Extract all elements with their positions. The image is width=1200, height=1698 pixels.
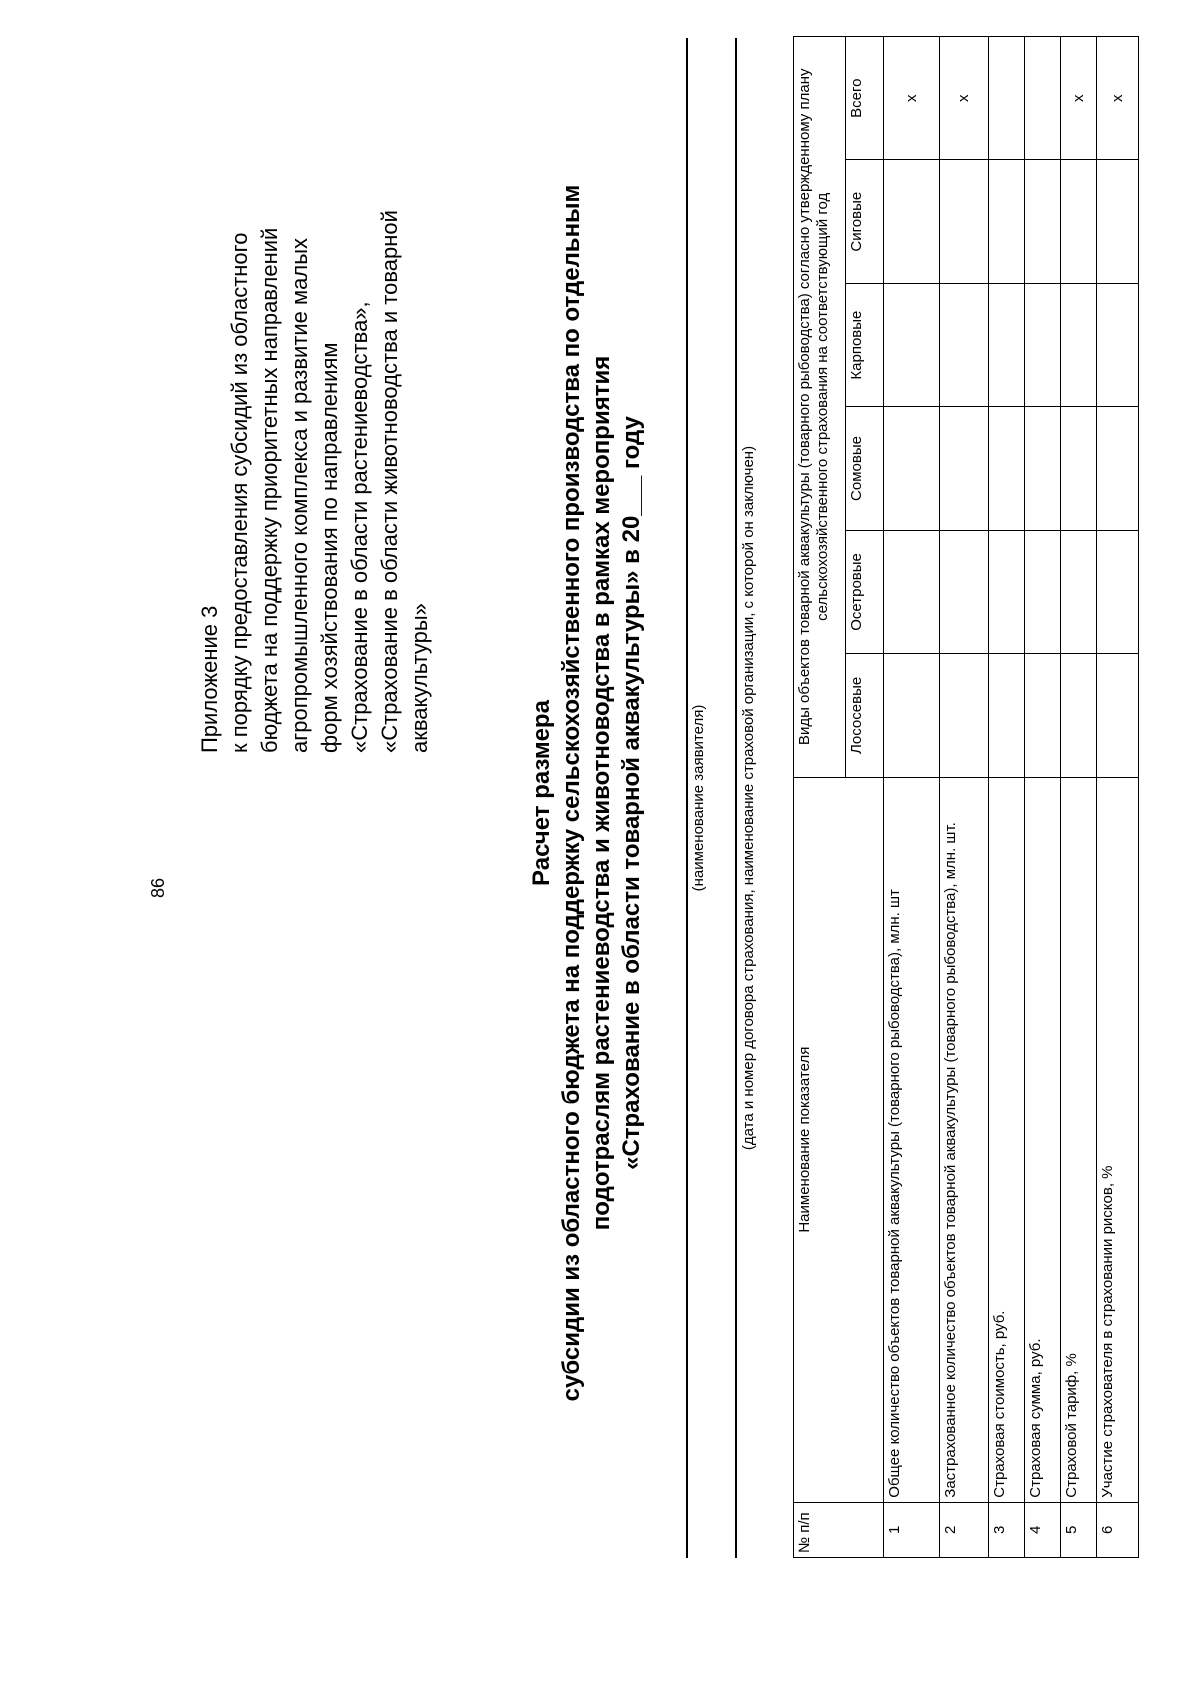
appendix-block: [195, 193, 435, 753]
table-row: [884, 37, 940, 1558]
header-species-group: Виды объектов товарной аквакультуры (товарного рыбоводства) согласно утвержденному плану сельскохозяйственного страхования на соответствующий год: [794, 37, 846, 778]
row-cell: [989, 654, 1025, 777]
calculation-table: [793, 36, 1139, 1558]
header-species: Карповые: [846, 283, 884, 406]
appendix-line: бюджета на поддержку приоритетных направлений: [257, 227, 282, 753]
row-cell: [1025, 407, 1061, 530]
header-num: № п/п: [794, 1502, 884, 1557]
row-cell: [1061, 283, 1097, 406]
row-name: Общее количество объектов товарной аквакультуры (товарного рыбоводства), млн. шт: [884, 777, 940, 1502]
row-cell: [1097, 530, 1139, 653]
row-cell: [940, 530, 989, 653]
title-line: «Страхование в области товарной аквакультуры» в 20___ году: [618, 416, 645, 1170]
document-title: [527, 18, 647, 1568]
row-total: [1025, 37, 1061, 160]
appendix-line: аквакультуры»: [407, 603, 432, 753]
row-cell: [1097, 654, 1139, 777]
table-row: [1025, 37, 1061, 1558]
row-cell: [1025, 283, 1061, 406]
applicant-fill-line: [686, 38, 688, 1558]
row-cell: [1025, 160, 1061, 283]
appendix-line: агропромышленного комплекса и развитие малых: [287, 237, 312, 753]
table-row: [989, 37, 1025, 1558]
row-cell: [1097, 160, 1139, 283]
row-total: х: [884, 37, 940, 160]
row-num: 6: [1097, 1502, 1139, 1557]
title-line: подотраслям растениеводства и животноводства в рамках мероприятия: [588, 355, 615, 1231]
header-species: Сомовые: [846, 407, 884, 530]
row-total: х: [1061, 37, 1097, 160]
table-row: [940, 37, 989, 1558]
title-line: субсидии из областного бюджета на поддержку сельскохозяйственного производства по отдельным: [558, 184, 585, 1402]
row-cell: [940, 407, 989, 530]
table-header-row: [794, 37, 846, 1558]
header-name: Наименование показателя: [794, 777, 884, 1502]
row-cell: [940, 283, 989, 406]
row-cell: [940, 654, 989, 777]
row-num: 5: [1061, 1502, 1097, 1557]
row-num: 2: [940, 1502, 989, 1557]
row-cell: [989, 160, 1025, 283]
contract-caption: (дата и номер договора страхования, наименование страховой организации, с которой он заключен): [740, 445, 757, 1151]
appendix-line: Приложение 3: [197, 605, 222, 753]
row-cell: [884, 283, 940, 406]
row-cell: [989, 530, 1025, 653]
page-number: 86: [148, 877, 168, 898]
row-cell: [1097, 407, 1139, 530]
row-num: 4: [1025, 1502, 1061, 1557]
title-heading: Расчет размера: [528, 700, 555, 886]
row-total: х: [940, 37, 989, 160]
row-cell: [1025, 654, 1061, 777]
table-row: [1097, 37, 1139, 1558]
row-name: Страховой тариф, %: [1061, 777, 1097, 1502]
header-species: Осетровые: [846, 530, 884, 653]
row-cell: [1025, 530, 1061, 653]
row-name: Участие страхователя в страховании рисков, %: [1097, 777, 1139, 1502]
row-cell: [1061, 654, 1097, 777]
header-total: Всего: [846, 37, 884, 160]
row-num: 1: [884, 1502, 940, 1557]
row-cell: [1061, 530, 1097, 653]
row-cell: [989, 283, 1025, 406]
row-cell: [1061, 160, 1097, 283]
table-row: [1061, 37, 1097, 1558]
contract-fill-line: [735, 38, 737, 1558]
row-name: Страховая стоимость, руб.: [989, 777, 1025, 1502]
header-species: Лососевые: [846, 654, 884, 777]
header-species: Сиговые: [846, 160, 884, 283]
row-cell: [884, 407, 940, 530]
appendix-line: форм хозяйствования по направлениям: [317, 342, 342, 753]
row-cell: [1061, 407, 1097, 530]
row-num: 3: [989, 1502, 1025, 1557]
row-cell: [884, 654, 940, 777]
row-cell: [940, 160, 989, 283]
applicant-caption: (наименование заявителя): [690, 704, 707, 892]
row-cell: [884, 160, 940, 283]
row-name: Страховая сумма, руб.: [1025, 777, 1061, 1502]
row-cell: [884, 530, 940, 653]
row-cell: [989, 407, 1025, 530]
row-total: [989, 37, 1025, 160]
appendix-line: «Страхование в области растениеводства»,: [347, 301, 372, 753]
row-name: Застрахованное количество объектов товарной аквакультуры (товарного рыбоводства), млн. шт.: [940, 777, 989, 1502]
appendix-line: к порядку предоставления субсидий из областного: [227, 232, 252, 753]
appendix-line: «Страхование в области животноводства и товарной: [377, 210, 402, 753]
row-total: х: [1097, 37, 1139, 160]
row-cell: [1097, 283, 1139, 406]
